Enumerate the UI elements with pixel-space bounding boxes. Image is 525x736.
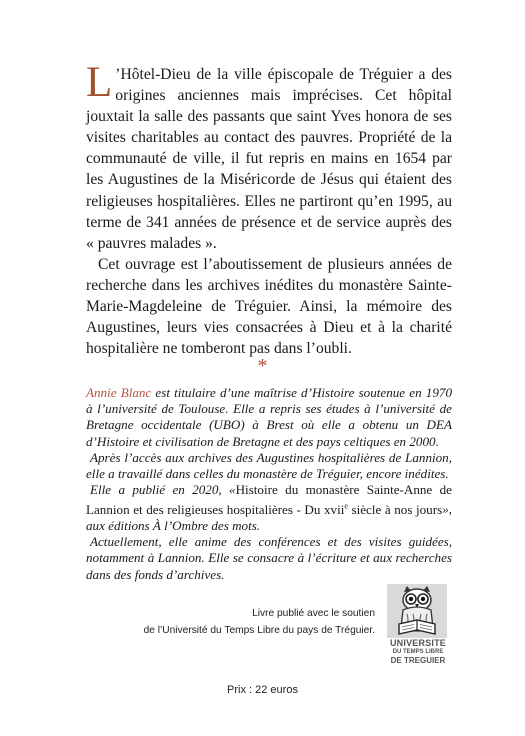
author-name: Annie Blanc: [86, 385, 152, 400]
utl-logo: [383, 584, 453, 670]
drop-cap: L: [86, 59, 113, 106]
bio-paragraph-4: Actuellement, elle anime des conférences et des visites guidées, notamment à Lannion. Elle se consacre à l’écriture et aux recherches dans des fonds d’archives.: [86, 534, 452, 582]
bio-paragraph-3-lead: Elle a publié en 2020, «: [90, 482, 236, 498]
owl-reading-icon: [387, 584, 447, 638]
bio-paragraph-3-tail: », aux éditions À l’Ombre des mots.: [86, 501, 453, 533]
bio-paragraph-1: [86, 385, 452, 450]
intro-paragraph-1: [86, 59, 452, 254]
support-note: [144, 606, 375, 639]
book-title-part-2: siècle à nos jours: [347, 501, 443, 517]
book-title-part-1: Histoire du monastère Sainte-Anne de Lannion et des religieuses hospitalières - Du xvii: [86, 482, 452, 517]
logo-line-1: UNIVERSITE: [389, 638, 446, 648]
bio-paragraph-1-text: est titulaire d’une maîtrise d’Histoire soutenue en 1970 à l’université de Toulouse. Elle a repris ses études à l’université de Bretagne occidentale (UBO) à Brest où elle a obtenu un DEA d’Histoire et civilisation de Bretagne et des pays celtiques en 2000.: [86, 385, 452, 449]
century-superscript: e: [344, 501, 348, 511]
bio-paragraph-2: Après l’accès aux archives des Augustines hospitalières de Lannion, elle a travaillé dans celles du monastère de Tréguier, encore inédites.: [86, 449, 452, 482]
logo-line-2: DU TEMPS LIBRE: [392, 649, 444, 655]
price: Prix : 22 euros: [227, 684, 298, 696]
logo-line-3: DE TREGUIER: [390, 656, 446, 665]
author-bio: [86, 385, 452, 583]
bio-paragraph-3: [86, 482, 452, 534]
separator-asterisk: *: [257, 355, 268, 377]
intro-paragraph-2: Cet ouvrage est l’aboutissement de plusieurs années de recherche dans les archives inédites du monastère Sainte-Marie-Magdeleine de Tréguier. Ainsi, la mémoire des Augustines, leurs vies consacrées à Dieu et à la charité hospitalière ne tomberont pas dans l’oubli.: [86, 255, 452, 358]
intro-paragraph-1-text: ’Hôtel-Dieu de la ville épiscopale de Tréguier a des origines anciennes mais imprécises. Cet hôpital jouxtait la salle des passants que saint Yves honora de ses visites charitables au contact des pauvres. Propriété de la communauté de ville, il fut repris en mains en 1654 par les Augustines de la Miséricorde de Jésus qui étaient des religieuses hospitalières. Elles ne partiront qu’en 1995, au terme de 341 années de présence et de service auprès des « pauvres malades ».: [86, 66, 452, 252]
support-line-1: Livre publié avec le soutien: [252, 608, 375, 619]
intro-text: [86, 59, 452, 359]
logo-text: [383, 639, 453, 665]
support-line-2: de l’Université du Temps Libre du pays de Tréguier.: [143, 624, 375, 636]
